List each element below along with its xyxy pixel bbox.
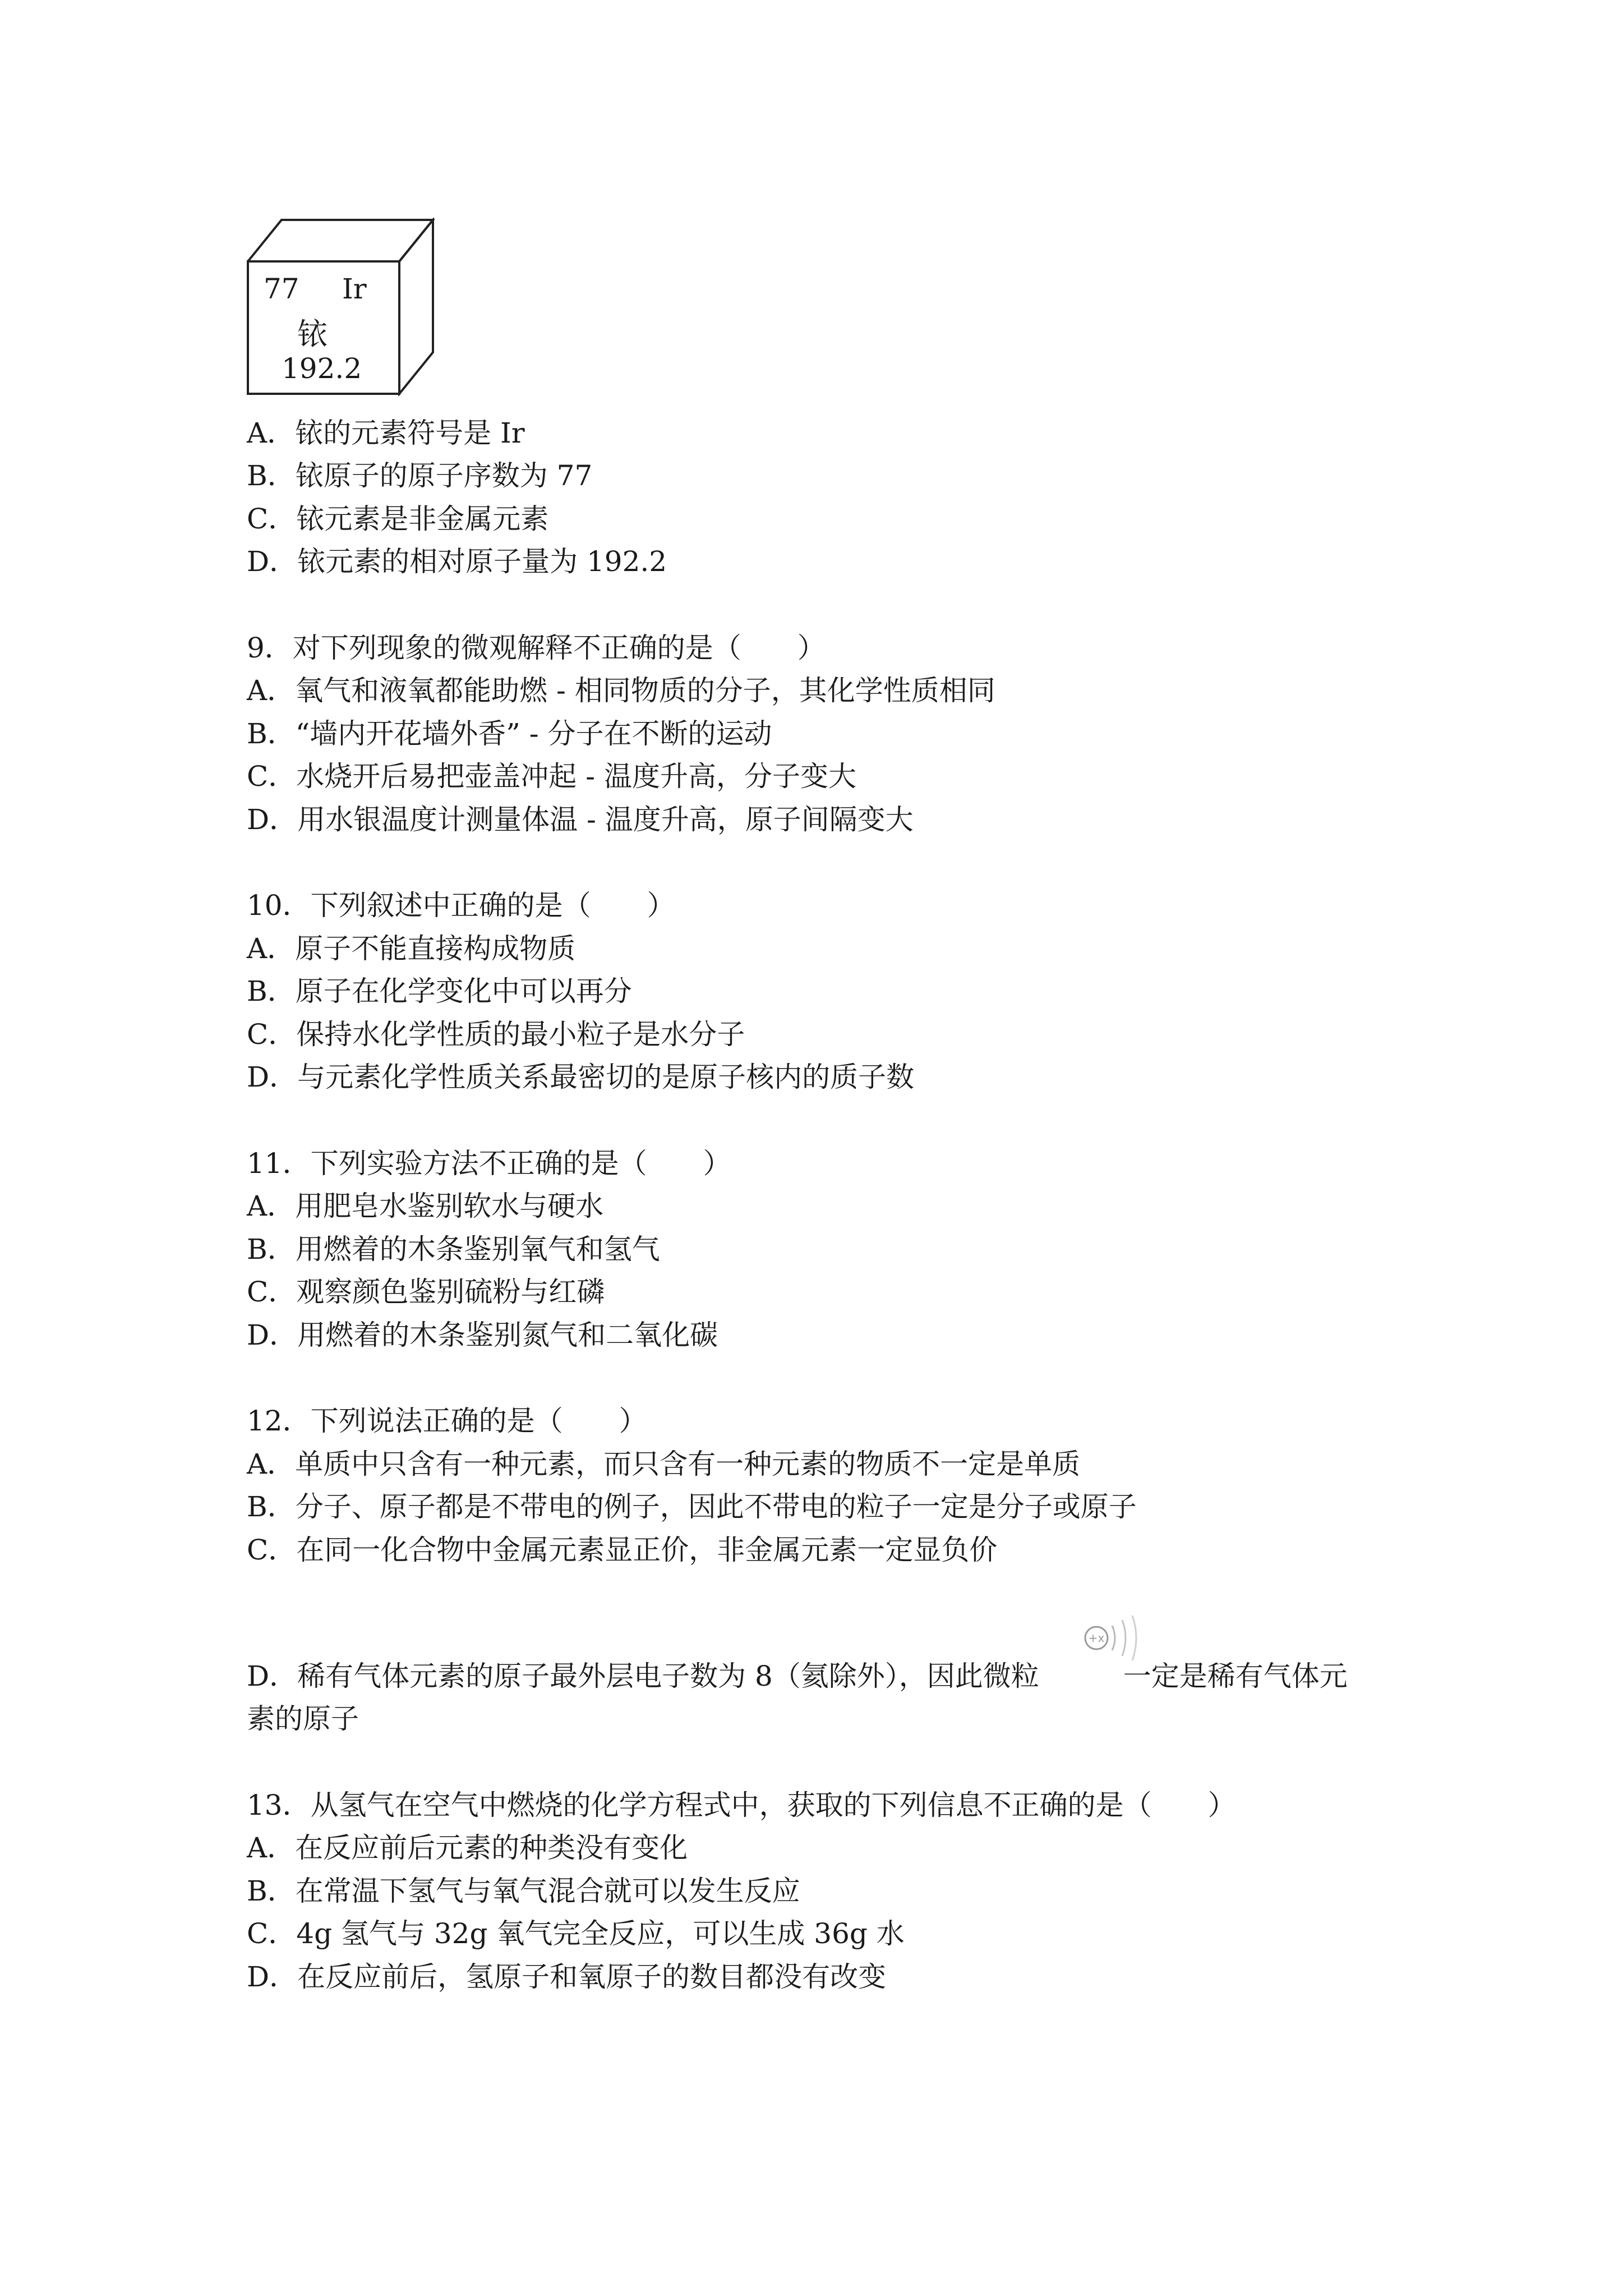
- q10-option-a: A．原子不能直接构成物质: [247, 932, 576, 965]
- element-card: [247, 218, 435, 396]
- q13-option-c: C．4g 氢气与 32g 氧气完全反应，可以生成 36g 水: [247, 1917, 905, 1950]
- q8-option-b: B．铱原子的原子序数为 77: [247, 459, 593, 492]
- q11-option-d: D．用燃着的木条鉴别氮气和二氧化碳: [247, 1319, 718, 1351]
- q8-option-a: A．铱的元素符号是 Ir: [247, 417, 525, 449]
- q12-stem: 12．下列说法正确的是（ ）: [247, 1405, 647, 1437]
- q13-option-b: B．在常温下氢气与氧气混合就可以发生反应: [247, 1875, 800, 1907]
- q11-option-b: B．用燃着的木条鉴别氧气和氢气: [247, 1233, 660, 1266]
- q13-option-d: D．在反应前后，氢原子和氧原子的数目都没有改变: [247, 1961, 887, 1993]
- q12-option-d-part1: D．稀有气体元素的原子最外层电子数为 8（氦除外），因此微粒: [247, 1660, 1039, 1692]
- atomic-mass: 192.2: [282, 352, 362, 385]
- q11-option-a: A．用肥皂水鉴别软水与硬水: [247, 1190, 604, 1222]
- q8-option-d: D．铱元素的相对原子量为 192.2: [247, 545, 667, 578]
- q10-option-d: D．与元素化学性质关系最密切的是原子核内的质子数: [247, 1061, 915, 1093]
- q9-option-d: D．用水银温度计测量体温 - 温度升高，原子间隔变大: [247, 803, 914, 836]
- q10-option-b: B．原子在化学变化中可以再分: [247, 975, 632, 1007]
- q9-option-b: B．“墙内开花墙外香” - 分子在不断的运动: [247, 717, 772, 750]
- q10-option-c: C．保持水化学性质的最小粒子是水分子: [247, 1018, 745, 1051]
- q12-option-c: C．在同一化合物中金属元素显正价，非金属元素一定显负价: [247, 1534, 998, 1566]
- q9-stem: 9．对下列现象的微观解释不正确的是（ ）: [247, 632, 826, 664]
- q8-option-c: C．铱元素是非金属元素: [247, 503, 549, 535]
- element-name: 铱: [297, 316, 328, 352]
- q12-option-b: B．分子、原子都是不带电的例子，因此不带电的粒子一定是分子或原子: [247, 1490, 1137, 1523]
- element-symbol: Ir: [342, 273, 367, 305]
- q12-option-d-part2: 一定是稀有气体元: [1123, 1660, 1348, 1692]
- q9-option-c: C．水烧开后易把壶盖冲起 - 温度升高，分子变大: [247, 760, 856, 793]
- q12-option-d: [247, 1659, 1348, 1693]
- q10-stem: 10．下列叙述中正确的是（ ）: [247, 889, 675, 922]
- q12-option-a: A．单质中只含有一种元素，而只含有一种元素的物质不一定是单质: [247, 1448, 1081, 1480]
- q12-option-d-line2: 素的原子: [247, 1703, 359, 1735]
- q13-stem: 13．从氢气在空气中燃烧的化学方程式中，获取的下列信息不正确的是（ ）: [247, 1789, 1236, 1821]
- q11-option-c: C．观察颜色鉴别硫粉与红磷: [247, 1276, 605, 1308]
- atomic-number: 77: [264, 273, 299, 305]
- svg-text:+x: +x: [1088, 1631, 1105, 1645]
- q11-stem: 11．下列实验方法不正确的是（ ）: [247, 1147, 731, 1180]
- q13-option-a: A．在反应前后元素的种类没有变化: [247, 1832, 688, 1864]
- q9-option-a: A．氧气和液氧都能助燃 - 相同物质的分子，其化学性质相同: [247, 674, 995, 707]
